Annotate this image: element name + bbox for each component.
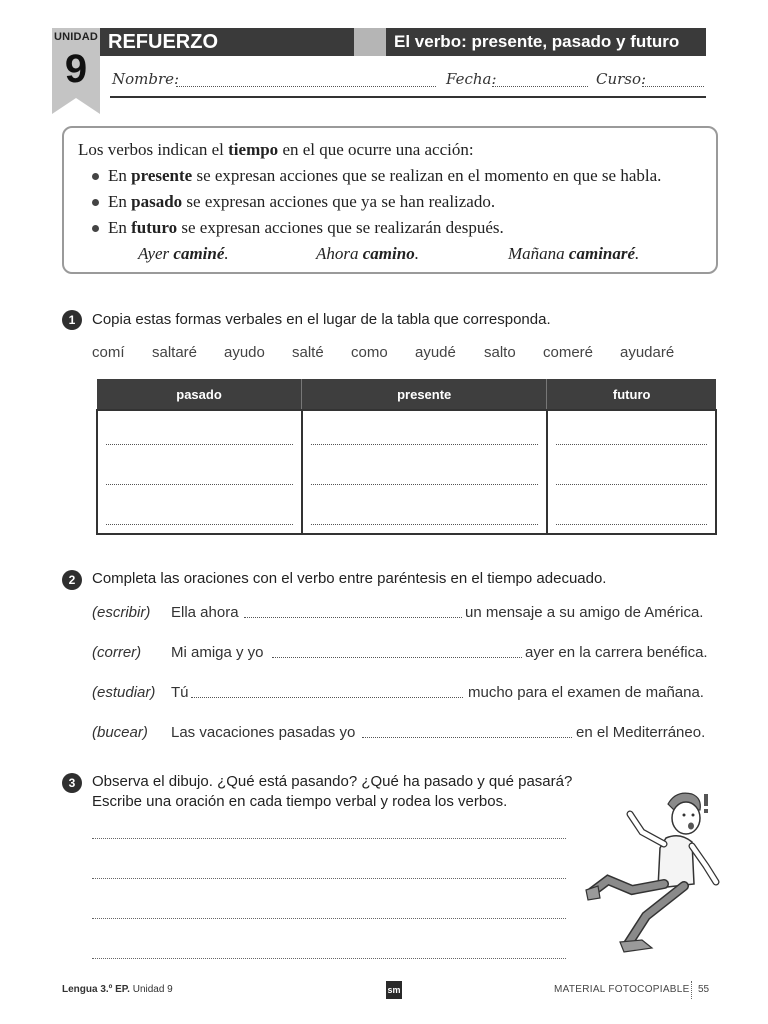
bullet-icon: [92, 225, 99, 232]
exercise-3-number: 3: [62, 773, 82, 793]
sentence-2-blank[interactable]: [272, 657, 522, 658]
writing-line[interactable]: [92, 918, 566, 919]
sentence-3-blank[interactable]: [191, 697, 463, 698]
info-intro: Los verbos indican el tiempo en el que ocurre una acción:: [78, 140, 474, 159]
date-field[interactable]: [492, 86, 588, 87]
sentence-4-start: Las vacaciones pasadas yo: [171, 724, 356, 741]
writing-line[interactable]: [92, 838, 566, 839]
topic-title: El verbo: presente, pasado y futuro: [386, 28, 706, 56]
footer-material-label: MATERIAL FOTOCOPIABLE: [554, 984, 690, 995]
course-label: Curso:: [596, 70, 647, 88]
verb-word: salto: [484, 344, 516, 361]
sentence-2-verb: (correr): [92, 644, 142, 661]
sentence-4-verb: (bucear): [92, 724, 148, 741]
footer-separator: [691, 981, 692, 999]
sentence-1-end: un mensaje a su amigo de América.: [465, 604, 704, 621]
answer-line[interactable]: [556, 484, 707, 485]
present-column-cell[interactable]: [302, 410, 547, 534]
answer-line[interactable]: [106, 444, 293, 445]
column-header-present: presente: [302, 379, 547, 410]
answer-line[interactable]: [311, 524, 538, 525]
sentence-4-end: en el Mediterráneo.: [576, 724, 706, 741]
unit-number: 9: [64, 47, 88, 91]
info-bullet-present: En presente se expresan acciones que se realizan en el momento en que se habla.: [108, 166, 661, 186]
answer-line[interactable]: [556, 524, 707, 525]
footer-book-info: Lengua 3.º EP. Unidad 9: [62, 984, 173, 995]
date-label: Fecha:: [446, 70, 497, 88]
name-field[interactable]: [176, 86, 436, 87]
verb-word: ayudaré: [620, 344, 675, 361]
column-header-future: futuro: [547, 379, 716, 410]
exercise-2-number: 2: [62, 570, 82, 590]
verb-word: ayudé: [415, 344, 456, 361]
exercise-1-number: 1: [62, 310, 82, 330]
writing-line[interactable]: [92, 958, 566, 959]
verb-word: comí: [92, 344, 125, 361]
exercise-3-instruction-2: Escribe una oración en cada tiempo verbal y rodea los verbos.: [92, 793, 508, 810]
course-field[interactable]: [642, 86, 704, 87]
section-title: REFUERZO: [100, 28, 354, 56]
verb-word: saltaré: [152, 344, 198, 361]
verb-word: como: [351, 344, 388, 361]
sentence-1-start: Ella ahora: [171, 604, 239, 621]
verb-word: salté: [292, 344, 324, 361]
exercise-1-instruction: Copia estas formas verbales en el lugar de la tabla que corresponda.: [92, 311, 551, 328]
exercise-3-instruction-1: Observa el dibujo. ¿Qué está pasando? ¿Qué ha pasado y qué pasará?: [92, 773, 573, 790]
name-label: Nombre:: [112, 70, 180, 88]
sentence-4-blank[interactable]: [362, 737, 572, 738]
answer-line[interactable]: [311, 444, 538, 445]
sentence-3-verb: (estudiar): [92, 684, 156, 701]
page-number: 55: [698, 984, 710, 995]
sentence-3-start: Tú: [171, 684, 189, 701]
sentence-1-verb: (escribir): [92, 604, 151, 621]
info-bullet-past: En pasado se expresan acciones que ya se han realizado.: [108, 192, 495, 212]
bullet-icon: [92, 199, 99, 206]
verb-word: comeré: [543, 344, 594, 361]
info-bullet-future: En futuro se expresan acciones que se realizarán después.: [108, 218, 504, 238]
student-info-row: [110, 66, 706, 98]
bullet-icon: [92, 173, 99, 180]
sentence-2-end: ayer en la carrera benéfica.: [525, 644, 708, 661]
unit-label: UNIDAD: [54, 31, 98, 43]
writing-line[interactable]: [92, 878, 566, 879]
example-future: Mañana caminaré.: [508, 244, 640, 263]
exercise-2-instruction: Completa las oraciones con el verbo entre paréntesis en el tiempo adecuado.: [92, 570, 607, 587]
example-past: Ayer caminé.: [138, 244, 229, 263]
grammar-info-box: [62, 126, 718, 274]
past-column-cell[interactable]: [97, 410, 302, 534]
column-header-past: pasado: [97, 379, 302, 410]
publisher-logo: sm: [386, 981, 402, 999]
future-column-cell[interactable]: [547, 410, 716, 534]
sentence-2-start: Mi amiga y yo: [171, 644, 264, 661]
verb-tense-table: [96, 379, 717, 535]
answer-line[interactable]: [556, 444, 707, 445]
boy-tripping-illustration: [580, 786, 720, 956]
example-present: Ahora camino.: [316, 244, 419, 263]
answer-line[interactable]: [106, 484, 293, 485]
sentence-3-end: mucho para el examen de mañana.: [468, 684, 704, 701]
answer-line[interactable]: [311, 484, 538, 485]
sentence-1-blank[interactable]: [244, 617, 462, 618]
verb-word: ayudo: [224, 344, 265, 361]
answer-line[interactable]: [106, 524, 293, 525]
